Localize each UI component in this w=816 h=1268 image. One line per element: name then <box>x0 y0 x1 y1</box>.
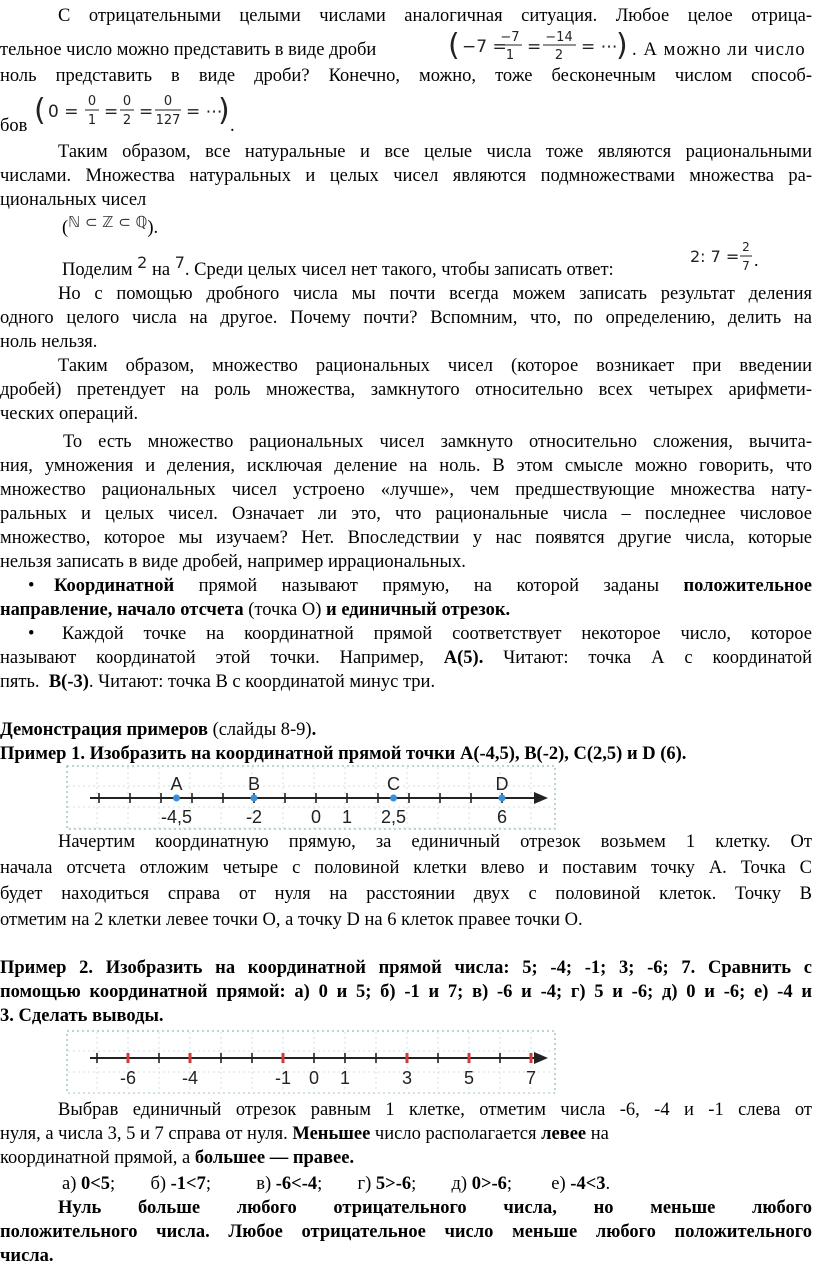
paragraph-line: множество, которое мы изучаем? Нет. Впоследствии у нас появятся другие числа, которые <box>0 528 812 548</box>
tick-label: 3 <box>401 1068 413 1088</box>
svg-text:=: = <box>527 37 542 57</box>
point-d <box>499 795 506 802</box>
paragraph-line: Таким образом, множество рациональных чисел (которое возникает при введении <box>58 356 812 376</box>
paragraph-line: Таким образом, все натуральные и все целые числа тоже являются рациональными <box>58 142 812 162</box>
svg-text:0 =: 0 = <box>48 102 79 122</box>
svg-text:2: 2 <box>742 240 750 254</box>
svg-text:= ⋯: = ⋯ <box>186 102 223 122</box>
paragraph-line: Начертим координатную прямую, за единичный отрезок возьмем 1 клетку. От <box>58 832 812 852</box>
paragraph-line: тельное число можно представить в виде дроби <box>0 40 377 60</box>
paragraph-line: отметим на 2 клетки левее точки О, а точку D на 6 клеток правее точки О. <box>0 910 583 930</box>
svg-text:): ) <box>218 93 230 128</box>
example-2-title: Пример 2. Изобразить на координатной прямой числа: 5; -4; -1; 3; -6; 7. Сравнить с <box>0 958 812 978</box>
point-label-d: D <box>495 774 509 794</box>
point-label-b: B <box>247 774 261 794</box>
svg-text:): ) <box>616 28 628 63</box>
paragraph-line: числами. Множества натуральных и целых чисел являются подмножествами множества ра- <box>0 166 812 186</box>
tick-label: 7 <box>525 1068 537 1088</box>
answer-e: е) -4<3. <box>551 1174 611 1194</box>
svg-text:0: 0 <box>87 94 97 109</box>
demo-heading: Демонстрация примеров (слайды 8-9). <box>0 720 317 740</box>
answer-a: а) 0<5; <box>62 1174 116 1194</box>
answer-g: г) 5>-6; <box>357 1174 417 1194</box>
paragraph-line: Выбрав единичный отрезок равным 1 клетке, отметим числа -6, -4 и -1 слева от <box>58 1100 812 1120</box>
paragraph-line: циональных чисел <box>0 190 147 210</box>
svg-text:2: 7 =: 2: 7 = <box>690 247 740 266</box>
tick-label: 0 <box>308 1068 320 1088</box>
svg-text:= ⋯: = ⋯ <box>581 37 618 57</box>
paragraph-line: нельзя записать в виде дробей, например иррациональных. <box>0 552 466 572</box>
point-label-c: C <box>387 774 400 794</box>
point-c <box>390 795 397 802</box>
axis-arrow <box>534 1052 548 1064</box>
bullet-dot: • <box>28 624 35 644</box>
point-label-a: A <box>170 774 183 794</box>
svg-text:1: 1 <box>505 48 515 63</box>
tick-label: 5 <box>463 1068 475 1088</box>
tick-label: 1 <box>339 1068 351 1088</box>
svg-text:.: . <box>754 250 759 270</box>
paragraph-line: То есть множество рациональных чисел замкнуто относительно сложения, вычита- <box>63 432 812 452</box>
tick-label: 1 <box>341 807 353 827</box>
svg-text:=: = <box>139 102 154 122</box>
paragraph-line: ния, умножения и деления, исключая деление на ноль. В этом смысле можно говорить, что <box>0 456 812 476</box>
svg-text:1: 1 <box>87 113 97 128</box>
conclusion-line: Нуль больше любого отрицательного числа, но меньше любого <box>58 1198 812 1218</box>
bullet-item: • Каждой точке на координатной прямой соответствует некоторое число, которое <box>0 622 812 646</box>
paragraph-line: Но с помощью дробного числа мы почти всегда можем записать результат деления <box>58 284 812 304</box>
bullet-dot: • <box>28 576 35 596</box>
formula-negative-seven <box>446 26 628 66</box>
answer-v: в) -6<-4; <box>256 1174 323 1194</box>
bullet-item: • Координатной прямой называют прямую, на которой заданы положительное <box>0 574 812 598</box>
example-1-title: Пример 1. Изобразить на координатной прямой точки А(-4,5), В(-2), С(2,5) и D (6). <box>0 744 687 764</box>
bullet-item-cont: называют координатой этой точки. Например, А(5). Читают: точка А с координатой <box>0 648 812 668</box>
svg-text:−14: −14 <box>545 30 573 45</box>
paragraph-line: С отрицательными целыми числами аналогичная ситуация. Любое целое отрица- <box>58 6 812 26</box>
paragraph-line: ческих операций. <box>0 404 139 424</box>
formula-ratio <box>690 236 770 276</box>
coordinate-label: 6 <box>496 807 508 827</box>
svg-text:0: 0 <box>122 94 132 109</box>
bullet-item-cont: направление, начало отсчета (точка О) и единичный отрезок. <box>0 600 511 620</box>
svg-text:(: ( <box>34 93 46 128</box>
paragraph-line: ральных и целых чисел. Означает ли это, что рациональные числа – последнее числовое <box>0 504 812 524</box>
paragraph-line: начала отсчета отложим четыре с половиной клетки влево и поставим точку А. Точка С <box>0 858 812 878</box>
tick-label: -1 <box>274 1068 292 1088</box>
coordinate-label: -4,5 <box>160 807 193 827</box>
conclusion-line: числа. <box>0 1246 54 1266</box>
paragraph-line: одного целого числа на другое. Почему почти? Вспомним, что, по определению, делить на <box>0 308 812 328</box>
svg-text:127: 127 <box>155 113 181 128</box>
tick-label: 0 <box>310 807 322 827</box>
point-b <box>251 795 258 802</box>
paragraph-line: дробей) претендует на роль множества, замкнутого относительно всех четырех арифмети- <box>0 380 812 400</box>
answer-b: б) -1<7; <box>150 1174 211 1194</box>
coordinate-label: 2,5 <box>380 807 407 827</box>
svg-text:2: 2 <box>554 48 564 63</box>
paragraph-line: . А можно ли число <box>632 40 806 60</box>
answer-d: д) 0>-6; <box>451 1174 513 1194</box>
svg-text:−7: −7 <box>500 30 520 45</box>
svg-text:(: ( <box>448 28 460 63</box>
paragraph-line: координатной прямой, а большее — правее. <box>0 1148 355 1168</box>
paragraph-line: бов <box>0 116 28 136</box>
paragraph-line: ($^{ℕ \subset ℤ \subset ℚ}$). <box>62 213 159 238</box>
paragraph-line: . <box>230 116 235 136</box>
number-line-example-2 <box>66 1030 556 1094</box>
svg-text:7: 7 <box>742 259 750 273</box>
svg-text:−7 =: −7 = <box>462 37 507 57</box>
conclusion-line: положительного числа. Любое отрицательное число меньше любого положительного <box>0 1222 812 1242</box>
bullet-item-cont: пять. В(-3). Читают: точка В с координатой минус три. <box>0 672 436 692</box>
paragraph-line: множество рациональных чисел устроено «лучше», чем предшествующие множества нату- <box>0 480 812 500</box>
paragraph-line: ноль представить в виде дроби? Конечно, можно, тоже бесконечным числом способ- <box>0 66 812 86</box>
number-line-example-1 <box>66 765 556 830</box>
svg-text:=: = <box>104 102 119 122</box>
svg-text:0: 0 <box>163 94 173 109</box>
axis-arrow <box>534 792 548 804</box>
example-2-title: помощью координатной прямой: а) 0 и 5; б) -1 и 7; в) -6 и -4; г) 5 и -6; д) 0 и -6; е) -4 и <box>0 982 812 1002</box>
paragraph-line: ноль нельзя. <box>0 332 98 352</box>
tick-label: -6 <box>119 1068 137 1088</box>
paragraph-line: будет находиться справа от нуля на расстоянии двух с половиной клеток. Точку В <box>0 884 812 904</box>
coordinate-label: -2 <box>245 807 263 827</box>
svg-text:2: 2 <box>122 113 132 128</box>
paragraph-line: нуля, а числа 3, 5 и 7 справа от нуля. Меньшее число располагается левее на <box>0 1124 609 1144</box>
tick-label: -4 <box>181 1068 199 1088</box>
subset-formula: ℕ ⊂ ℤ ⊂ ℚ <box>68 213 148 231</box>
example-2-title: 3. Сделать выводы. <box>0 1006 164 1026</box>
answers-row <box>62 1172 610 1196</box>
point-a <box>173 795 180 802</box>
formula-zero <box>34 90 230 132</box>
paragraph-line: Поделим 2 на 7. Среди целых чисел нет такого, чтобы записать ответ: <box>62 253 614 280</box>
